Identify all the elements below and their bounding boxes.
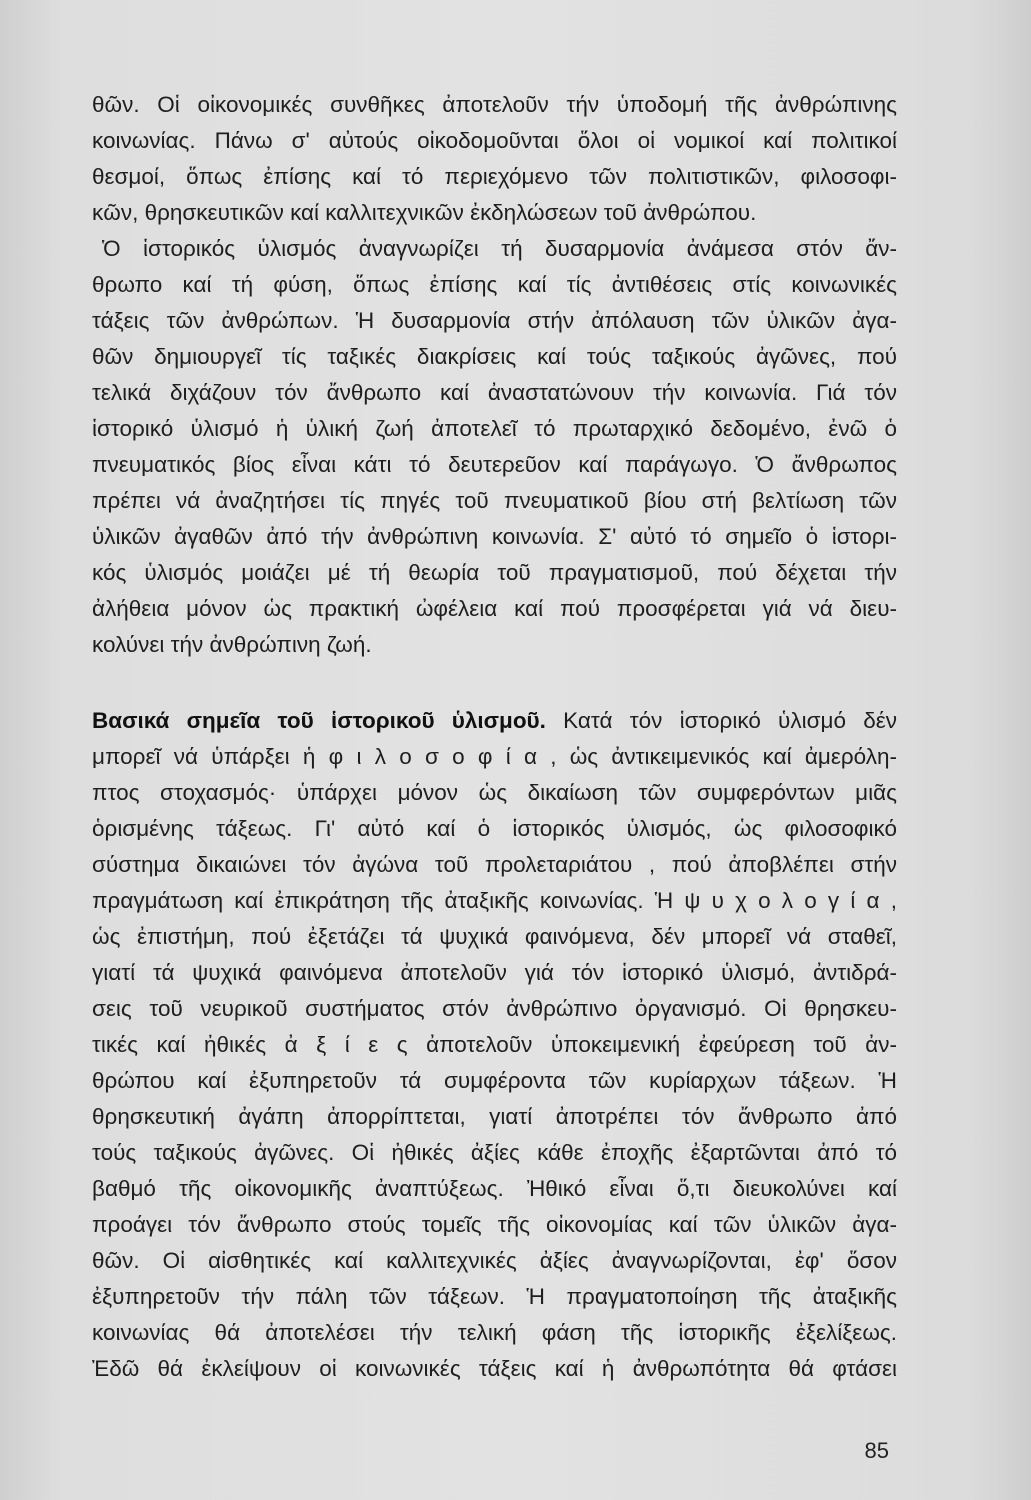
text-line: τάξεις τῶν ἀνθρώπων. Ἡ δυσαρμονία στήν ἀπόλαυση τῶν ὑλικῶν ἀγα-	[92, 308, 897, 333]
text-line: θρησκευτική ἀγάπη ἀπορρίπτεται, γιατί ἀποτρέπει τόν ἄνθρωπο ἀπό	[92, 1104, 897, 1129]
page-number: 85	[864, 1438, 889, 1463]
text-line: κοινωνίας. Πάνω σ' αὐτούς οἰκοδομοῦνται ὅλοι οἱ νομικοί καί πολιτικοί	[92, 128, 897, 153]
text-line: μπορεῖ νά ὑπάρξει ἡ φ ι λ ο σ ο φ ί α , ὡς ἀντικειμενικός καί ἀμερόλη-	[92, 744, 897, 769]
text-line: ὁρισμένης τάξεως. Γι' αὐτό καί ὁ ἱστορικός ὑλισμός, ὡς φιλοσοφικό	[92, 816, 897, 841]
text-line: πτος στοχασμός· ὑπάρχει μόνον ὡς δικαίωση τῶν συμφερόντων μιᾶς	[92, 780, 897, 805]
text-line: θρώπου καί ἐξυπηρετοῦν τά συμφέροντα τῶν κυρίαρχων τάξεων. Ἡ	[92, 1068, 897, 1093]
text-line: Ἐδῶ θά ἐκλείψουν οἱ κοινωνικές τάξεις καί ἡ ἀνθρωπότητα θά φτάσει	[92, 1356, 897, 1381]
heading-line-rest: Κατά τόν ἱστορικό ὑλισμό δέν	[545, 708, 898, 733]
text-line: πρέπει νά ἀναζητήσει τίς πηγές τοῦ πνευματικοῦ βίου στή βελτίωση τῶν	[92, 488, 897, 513]
text-line: ὑλικῶν ἀγαθῶν ἀπό τήν ἀνθρώπινη κοινωνία. Σ' αὐτό τό σημεῖο ὁ ἱστορι-	[92, 524, 897, 549]
text-line: κός ὑλισμός μοιάζει μέ τή θεωρία τοῦ πραγματισμοῦ, πού δέχεται τήν	[92, 560, 897, 585]
text-line: γιατί τά ψυχικά φαινόμενα ἀποτελοῦν γιά τόν ἱστορικό ὑλισμό, ἀντιδρά-	[92, 960, 897, 985]
text-line: τούς ταξικούς ἀγῶνες. Οἱ ἠθικές ἀξίες κάθε ἐποχῆς ἐξαρτῶνται ἀπό τό	[92, 1140, 897, 1165]
text-line: σύστημα δικαιώνει τόν ἀγώνα τοῦ προλεταριάτου , πού ἀποβλέπει στήν	[92, 852, 897, 877]
text-line: θῶν δημιουργεῖ τίς ταξικές διακρίσεις καί τούς ταξικούς ἀγῶνες, πού	[92, 344, 897, 369]
text-line: σεις τοῦ νευρικοῦ συστήματος στόν ἀνθρώπινο ὀργανισμό. Οἱ θρησκευ-	[92, 996, 897, 1021]
text-line: θῶν. Οἱ οἰκονομικές συνθῆκες ἀποτελοῦν τήν ὑποδομή τῆς ἀνθρώπινης	[92, 92, 897, 117]
text-line: Ὁ ἱστορικός ὑλισμός ἀναγνωρίζει τή δυσαρμονία ἀνάμεσα στόν ἄν-	[102, 236, 897, 261]
text-line: ὡς ἐπιστήμη, πού ἐξετάζει τά ψυχικά φαινόμενα, δέν μπορεῖ νά σταθεῖ,	[92, 924, 897, 949]
text-line: θεσμοί, ὅπως ἐπίσης καί τό περιεχόμενο τῶν πολιτιστικῶν, φιλοσοφι-	[92, 164, 897, 189]
text-line: πνευματικός βίος εἶναι κάτι τό δευτερεῦον καί παράγωγο. Ὁ ἄνθρωπος	[92, 452, 897, 477]
text-line: βαθμό τῆς οἰκονομικῆς ἀναπτύξεως. Ἠθικό εἶναι ὅ,τι διευκολύνει καί	[92, 1176, 897, 1201]
text-line: κῶν, θρησκευτικῶν καί καλλιτεχνικῶν ἐκδηλώσεων τοῦ ἀνθρώπου.	[92, 200, 757, 225]
text-line: θρωπο καί τή φύση, ὅπως ἐπίσης καί τίς ἀντιθέσεις στίς κοινωνικές	[92, 272, 897, 297]
text-line: πραγμάτωση καί ἐπικράτηση τῆς ἀταξικῆς κοινωνίας. Ἡ ψ υ χ ο λ ο γ ί α ,	[92, 888, 897, 913]
text-line: ἀλήθεια μόνον ὡς πρακτική ὠφέλεια καί πού προσφέρεται γιά νά διευ-	[92, 596, 897, 621]
text-line: ἱστορικό ὑλισμό ἡ ὑλική ζωή ἀποτελεῖ τό πρωταρχικό δεδομένο, ἐνῶ ὁ	[92, 416, 897, 441]
section-heading-line	[92, 704, 897, 738]
text-line: κοινωνίας θά ἀποτελέσει τήν τελική φάση τῆς ἱστορικῆς ἐξελίξεως.	[92, 1320, 897, 1345]
text-line: προάγει τόν ἄνθρωπο στούς τομεῖς τῆς οἰκονομίας καί τῶν ὑλικῶν ἀγα-	[92, 1212, 897, 1237]
text-line: τικές καί ἠθικές ἀ ξ ί ε ς ἀποτελοῦν ὑποκειμενική ἐφεύρεση τοῦ ἀν-	[92, 1032, 897, 1057]
text-line: ἐξυπηρετοῦν τήν πάλη τῶν τάξεων. Ἡ πραγματοποίηση τῆς ἀταξικῆς	[92, 1284, 897, 1309]
section-heading: Βασικά σημεῖα τοῦ ἱστορικοῦ ὑλισμοῦ.	[92, 708, 546, 733]
text-line: θῶν. Οἱ αἰσθητικές καί καλλιτεχνικές ἀξίες ἀναγνωρίζονται, ἐφ' ὅσον	[92, 1248, 897, 1273]
text-line: κολύνει τήν ἀνθρώπινη ζωή.	[92, 632, 372, 657]
text-line: τελικά διχάζουν τόν ἄνθρωπο καί ἀναστατώνουν τήν κοινωνία. Γιά τόν	[92, 380, 897, 405]
